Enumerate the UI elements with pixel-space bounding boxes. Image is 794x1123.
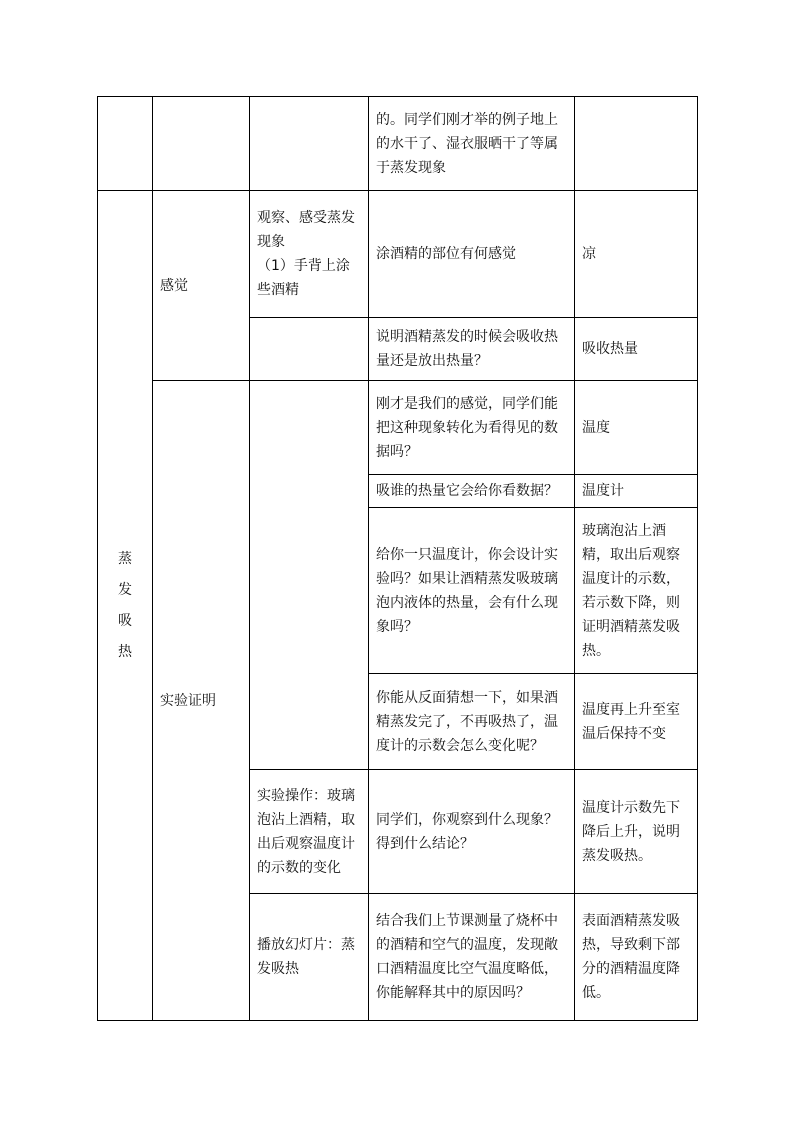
question-cell: 给你一只温度计，你会设计实验吗？如果让酒精蒸发吸玻璃泡内液体的热量，会有什么现象吗？ (369, 508, 575, 674)
answer-cell: 凉 (575, 191, 698, 318)
answer-cell: 温度 (575, 381, 698, 475)
question-cell: 的。同学们刚才举的例子地上的水干了、湿衣服晒干了等属于蒸发现象 (369, 97, 575, 191)
empty-cell (153, 97, 250, 191)
empty-cell (250, 97, 369, 191)
question-cell: 说明酒精蒸发的时候会吸收热量还是放出热量？ (369, 318, 575, 381)
section-title-char: 热 (118, 643, 132, 660)
question-cell: 结合我们上节课测量了烧杯中的酒精和空气的温度，发现敞口酒精温度比空气温度略低，你能解释其中的原因吗？ (369, 894, 575, 1021)
question-cell: 你能从反面猜想一下，如果酒精蒸发完了，不再吸热了，温度计的示数会怎么变化呢？ (369, 674, 575, 770)
question-cell: 吸谁的热量它会给你看数据？ (369, 475, 575, 508)
section-title (98, 191, 153, 1021)
activity-cell: 观察、感受蒸发现象 （1）手背上涂些酒精 (250, 191, 369, 318)
empty-cell (98, 97, 153, 191)
answer-cell: 表面酒精蒸发吸热，导致剩下部分的酒精温度降低。 (575, 894, 698, 1021)
question-cell: 同学们，你观察到什么现象？得到什么结论？ (369, 770, 575, 894)
activity-cell: 实验操作：玻璃泡沾上酒精，取出后观察温度计的示数的变化 (250, 770, 369, 894)
stage-label-feel: 感觉 (153, 191, 250, 381)
empty-cell (250, 381, 369, 770)
activity-cell: 播放幻灯片：蒸发吸热 (250, 894, 369, 1021)
answer-cell: 温度再上升至室温后保持不变 (575, 674, 698, 770)
stage-label-proof: 实验证明 (153, 381, 250, 1021)
empty-cell (575, 97, 698, 191)
lesson-table (97, 96, 698, 1021)
section-title-char: 发 (118, 581, 132, 598)
question-cell: 涂酒精的部位有何感觉 (369, 191, 575, 318)
section-title-char: 吸 (118, 612, 132, 629)
question-cell: 刚才是我们的感觉，同学们能把这种现象转化为看得见的数据吗？ (369, 381, 575, 475)
table-row (98, 97, 698, 191)
answer-cell: 温度计 (575, 475, 698, 508)
answer-cell: 吸收热量 (575, 318, 698, 381)
section-title-char: 蒸 (118, 550, 132, 567)
table-row (98, 381, 698, 475)
empty-cell (250, 318, 369, 381)
answer-cell: 温度计示数先下降后上升，说明蒸发吸热。 (575, 770, 698, 894)
answer-cell: 玻璃泡沾上酒精，取出后观察温度计的示数，若示数下降，则证明酒精蒸发吸热。 (575, 508, 698, 674)
table-row (98, 191, 698, 318)
